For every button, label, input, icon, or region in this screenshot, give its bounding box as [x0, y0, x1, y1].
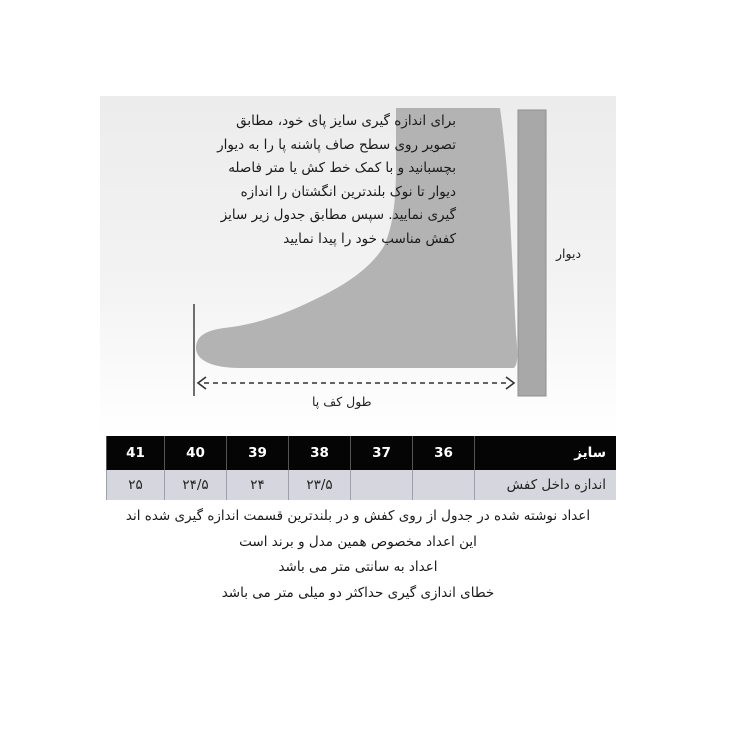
instruction-line: تصویر روی سطح صاف پاشنه پا را به دیوار — [217, 136, 456, 153]
wall-shape — [518, 110, 546, 396]
instruction-line: برای اندازه گیری سایز پای خود، مطابق — [236, 113, 456, 129]
inner-length-cell: ۲۴/۵ — [164, 470, 226, 500]
inner-length-cell: ۲۳/۵ — [288, 470, 350, 500]
size-cell: 41 — [106, 436, 164, 470]
arrowhead-right-icon — [506, 377, 514, 389]
instruction-line: گیری نمایید. سپس مطابق جدول زیر سایز — [220, 207, 456, 224]
note-line: اعداد به سانتی متر می باشد — [278, 559, 438, 575]
inner-length-cell — [412, 470, 474, 500]
size-table-length-row — [100, 470, 616, 500]
note-line: این اعداد مخصوص همین مدل و برند است — [239, 533, 477, 550]
instruction-line: کفش مناسب خود را پیدا نمایید — [283, 230, 456, 247]
size-table — [100, 436, 616, 500]
foot-length-label: طول کف پا — [312, 394, 372, 409]
size-cell: 36 — [412, 436, 474, 470]
instruction-line: بچسبانید و با کمک خط کش یا متر فاصله — [228, 160, 456, 177]
instruction-line: دیوار تا نوک بلندترین انگشتان را اندازه — [240, 183, 456, 200]
inner-length-label: اندازه داخل کفش — [474, 470, 616, 500]
inner-length-cell: ۲۵ — [106, 470, 164, 500]
size-cell: 37 — [350, 436, 412, 470]
note-line: اعداد نوشته شده در جدول از روی کفش و در بلندترین قسمت اندازه گیری شده اند — [125, 508, 591, 524]
foot-measurement-illustration — [100, 96, 616, 436]
inner-length-cell: ۲۴ — [226, 470, 288, 500]
size-cell: 38 — [288, 436, 350, 470]
size-cell: 40 — [164, 436, 226, 470]
measurement-instructions — [154, 110, 456, 252]
note-line: خطای اندازی گیری حداکثر دو میلی متر می باشد — [221, 584, 495, 601]
wall-label: دیوار — [556, 246, 582, 261]
size-cell: 39 — [226, 436, 288, 470]
size-table-header-row — [100, 436, 616, 470]
inner-length-cell — [350, 470, 412, 500]
size-notes — [100, 504, 616, 606]
size-guide-card — [100, 96, 616, 616]
size-header-label: سایز — [474, 436, 616, 470]
